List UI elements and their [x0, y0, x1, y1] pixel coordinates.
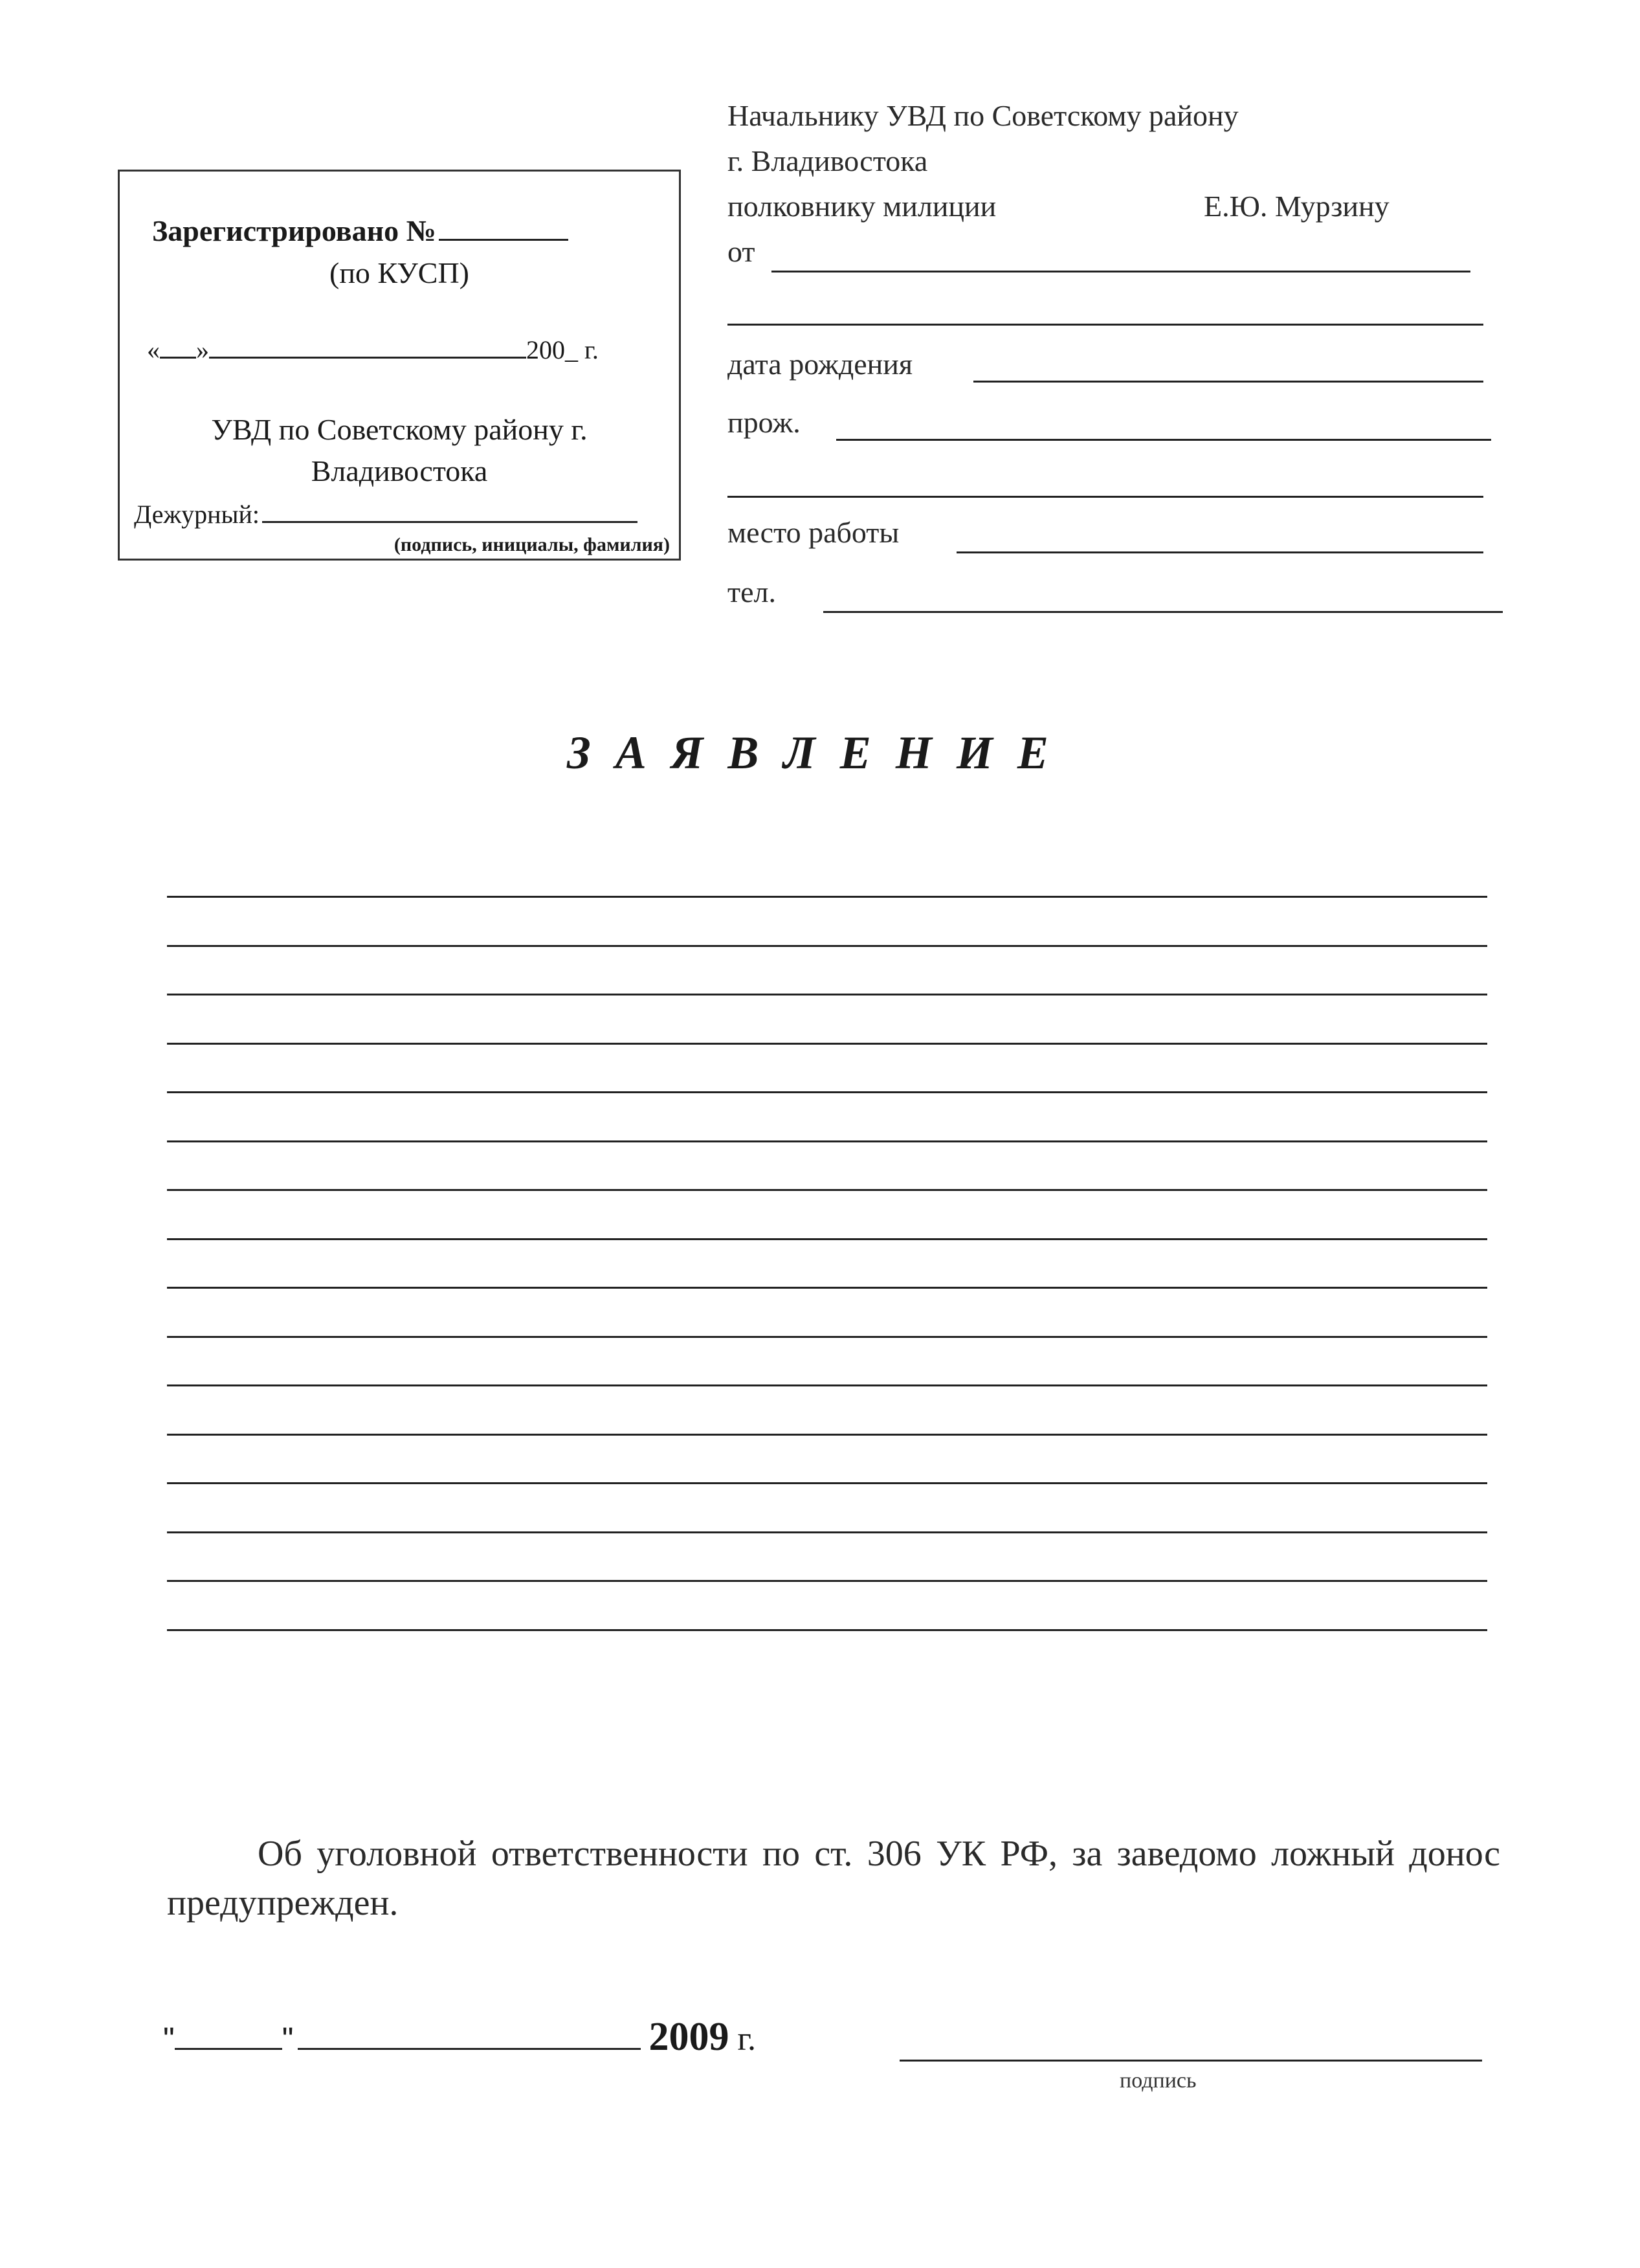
phone-field[interactable] — [823, 611, 1503, 613]
from-field[interactable] — [771, 271, 1470, 272]
statement-body-line[interactable] — [167, 1287, 1487, 1289]
phone-label: тел. — [727, 575, 776, 608]
registration-department-line2: Владивостока — [311, 454, 488, 487]
statement-body-line[interactable] — [167, 1384, 1487, 1386]
addressee-line3: полковнику милиции — [727, 190, 997, 223]
signature-year-suffix: г. — [737, 2021, 756, 2058]
registration-title: Зарегистрировано № — [152, 214, 436, 247]
signature-date — [163, 2014, 756, 2060]
duty-officer-field[interactable] — [262, 496, 637, 523]
workplace-field[interactable] — [957, 551, 1483, 553]
signature-day-field[interactable] — [175, 2017, 282, 2050]
date-quote-open-footer: " — [163, 2021, 175, 2057]
signature-month-field[interactable] — [298, 2017, 641, 2050]
registration-department-line1: УВД по Советскому району г. — [211, 413, 588, 446]
statement-body-line[interactable] — [167, 896, 1487, 898]
registration-number-field[interactable] — [439, 212, 568, 241]
duty-officer-row — [134, 496, 637, 529]
statement-body-line[interactable] — [167, 1091, 1487, 1093]
statement-body-line[interactable] — [167, 1336, 1487, 1338]
workplace-label: место работы — [727, 516, 900, 549]
date-quote-open: « — [147, 335, 160, 364]
liability-warning: Об уголовной ответственности по ст. 306 УК РФ, за заведомо ложный донос предупрежден. — [167, 1834, 1500, 1923]
statement-body-area[interactable] — [167, 896, 1487, 1678]
registration-year-suffix: 200_ г. — [526, 335, 599, 364]
statement-body-line[interactable] — [167, 1482, 1487, 1484]
signature-year: 2009 — [648, 2015, 729, 2059]
statement-body-line[interactable] — [167, 945, 1487, 947]
birth-date-label: дата рождения — [727, 348, 913, 381]
statement-body-line[interactable] — [167, 1629, 1487, 1631]
statement-body-line[interactable] — [167, 1140, 1487, 1142]
statement-body-line[interactable] — [167, 1531, 1487, 1533]
duty-officer-label: Дежурный: — [134, 500, 260, 529]
signature-caption: подпись — [1120, 2069, 1197, 2093]
addressee-line2: г. Владивостока — [727, 144, 928, 177]
statement-body-line[interactable] — [167, 1189, 1487, 1191]
statement-body-line[interactable] — [167, 994, 1487, 995]
duty-officer-caption: (подпись, инициалы, фамилия) — [393, 534, 670, 555]
address-label: прож. — [727, 406, 801, 439]
registration-date — [147, 333, 599, 365]
from-label: от — [727, 235, 755, 268]
statement-body-line[interactable] — [167, 1434, 1487, 1436]
registration-stamp-box — [118, 170, 681, 561]
registration-number-heading — [152, 212, 568, 248]
addressee-name: Е.Ю. Мурзину — [1204, 190, 1390, 223]
date-quote-close-footer: " — [282, 2021, 294, 2057]
document-title: ЗАЯВЛЕНИЕ — [567, 727, 1073, 779]
statement-body-line[interactable] — [167, 1580, 1487, 1582]
from-field-line2[interactable] — [727, 324, 1483, 326]
birth-date-field[interactable] — [973, 381, 1483, 383]
registration-month-field[interactable] — [209, 333, 526, 359]
registration-subtitle: (по КУСП) — [329, 256, 469, 289]
signature-field[interactable] — [900, 2060, 1482, 2062]
address-field[interactable] — [836, 439, 1491, 441]
statement-body-line[interactable] — [167, 1043, 1487, 1045]
address-field-line2[interactable] — [727, 496, 1483, 498]
date-quote-close: » — [196, 335, 209, 364]
addressee-line1: Начальнику УВД по Советскому району — [727, 99, 1239, 132]
statement-body-line[interactable] — [167, 1238, 1487, 1240]
registration-day-field[interactable] — [160, 333, 196, 359]
